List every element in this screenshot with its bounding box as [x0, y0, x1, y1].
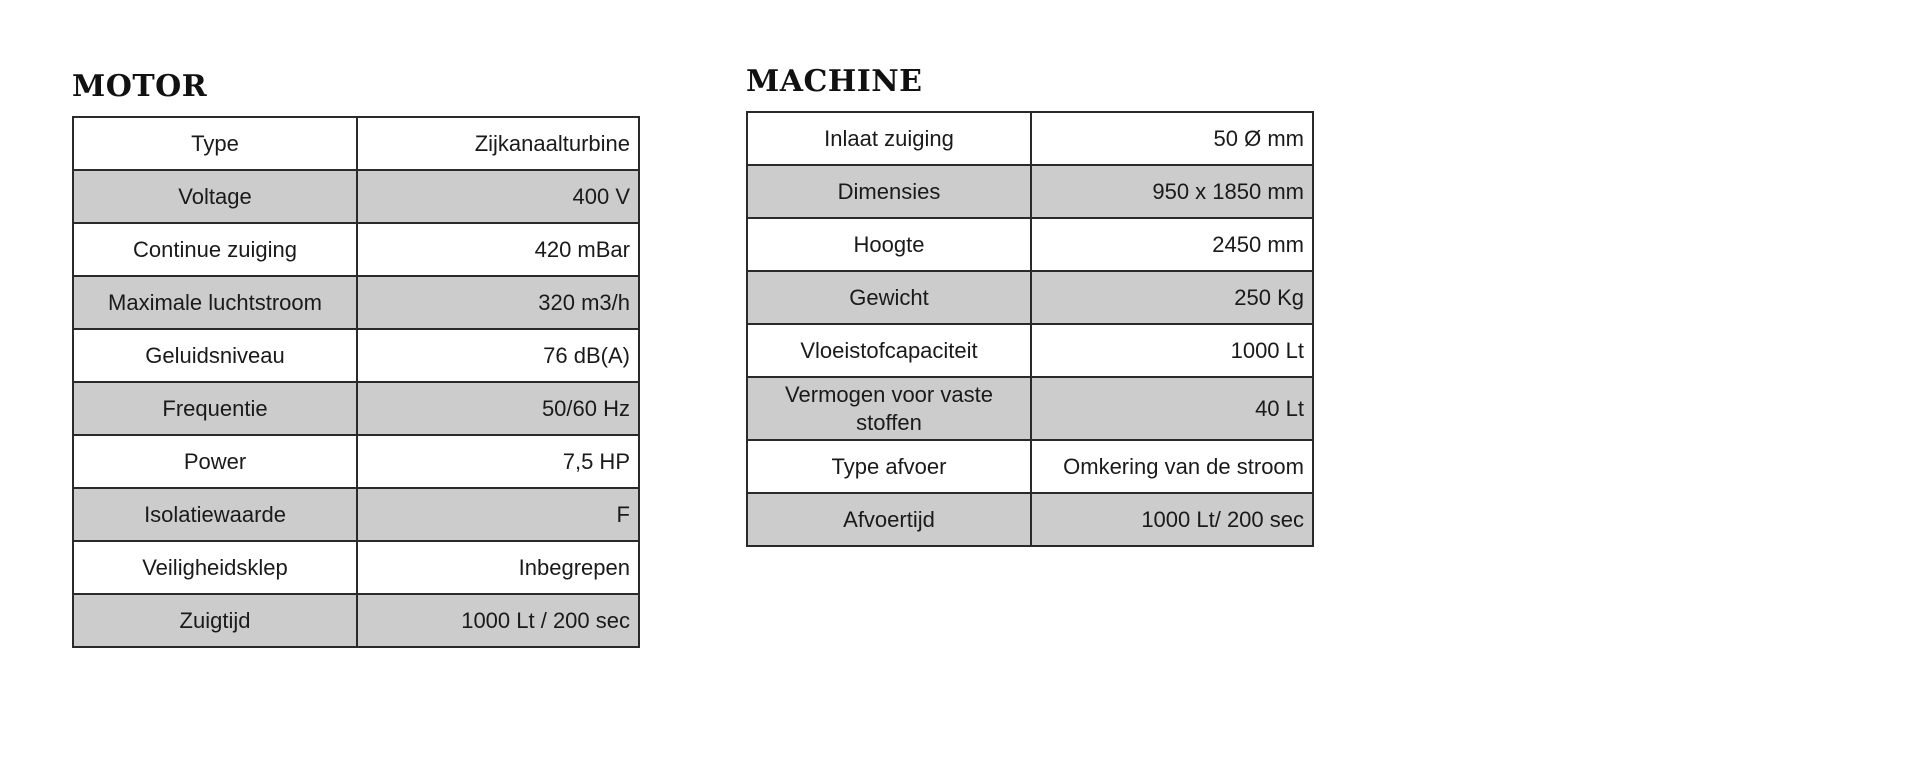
spec-label: Isolatiewaarde	[73, 488, 357, 541]
spec-value: 50 Ø mm	[1031, 112, 1313, 165]
spec-value: F	[357, 488, 639, 541]
spec-value: 1000 Lt / 200 sec	[357, 594, 639, 647]
table-row	[747, 324, 1313, 377]
spec-label: Type afvoer	[747, 440, 1031, 493]
spec-value: 40 Lt	[1031, 377, 1313, 440]
spec-label: Voltage	[73, 170, 357, 223]
table-row	[73, 594, 639, 647]
table-row	[73, 223, 639, 276]
table-row	[73, 329, 639, 382]
spec-label: Gewicht	[747, 271, 1031, 324]
table-row	[73, 435, 639, 488]
motor-spec-table	[72, 116, 640, 648]
spec-label: Type	[73, 117, 357, 170]
machine-title: MACHINE	[746, 64, 923, 99]
motor-section	[72, 68, 640, 648]
spec-value: 76 dB(A)	[357, 329, 639, 382]
table-row	[747, 440, 1313, 493]
spec-value: Zijkanaalturbine	[357, 117, 639, 170]
spec-label: Dimensies	[747, 165, 1031, 218]
table-row	[73, 276, 639, 329]
spec-value: 950 x 1850 mm	[1031, 165, 1313, 218]
table-row	[747, 112, 1313, 165]
spec-label: Geluidsniveau	[73, 329, 357, 382]
table-row	[747, 493, 1313, 546]
machine-section	[746, 63, 1314, 547]
table-row	[73, 382, 639, 435]
spec-label: Maximale luchtstroom	[73, 276, 357, 329]
table-row	[73, 170, 639, 223]
spec-label: Vermogen voor vaste stoffen	[747, 377, 1031, 440]
spec-value: 420 mBar	[357, 223, 639, 276]
spec-label: Veiligheidsklep	[73, 541, 357, 594]
spec-label: Hoogte	[747, 218, 1031, 271]
spec-value: 250 Kg	[1031, 271, 1313, 324]
spec-value: 1000 Lt	[1031, 324, 1313, 377]
spec-value: 2450 mm	[1031, 218, 1313, 271]
spec-label: Inlaat zuiging	[747, 112, 1031, 165]
spec-value: 400 V	[357, 170, 639, 223]
table-row	[747, 377, 1313, 440]
spec-value: 1000 Lt/ 200 sec	[1031, 493, 1313, 546]
spec-value: 7,5 HP	[357, 435, 639, 488]
table-row	[747, 271, 1313, 324]
spec-label: Vloeistofcapaciteit	[747, 324, 1031, 377]
spec-value: 320 m3/h	[357, 276, 639, 329]
table-row	[73, 541, 639, 594]
spec-label: Power	[73, 435, 357, 488]
machine-spec-table	[746, 111, 1314, 547]
spec-value: 50/60 Hz	[357, 382, 639, 435]
table-row	[73, 117, 639, 170]
table-row	[747, 165, 1313, 218]
spec-label: Frequentie	[73, 382, 357, 435]
spec-label: Afvoertijd	[747, 493, 1031, 546]
spec-label: Continue zuiging	[73, 223, 357, 276]
spec-value: Omkering van de stroom	[1031, 440, 1313, 493]
table-row	[73, 488, 639, 541]
spec-label: Zuigtijd	[73, 594, 357, 647]
spec-value: Inbegrepen	[357, 541, 639, 594]
motor-title: MOTOR	[72, 69, 208, 104]
table-row	[747, 218, 1313, 271]
